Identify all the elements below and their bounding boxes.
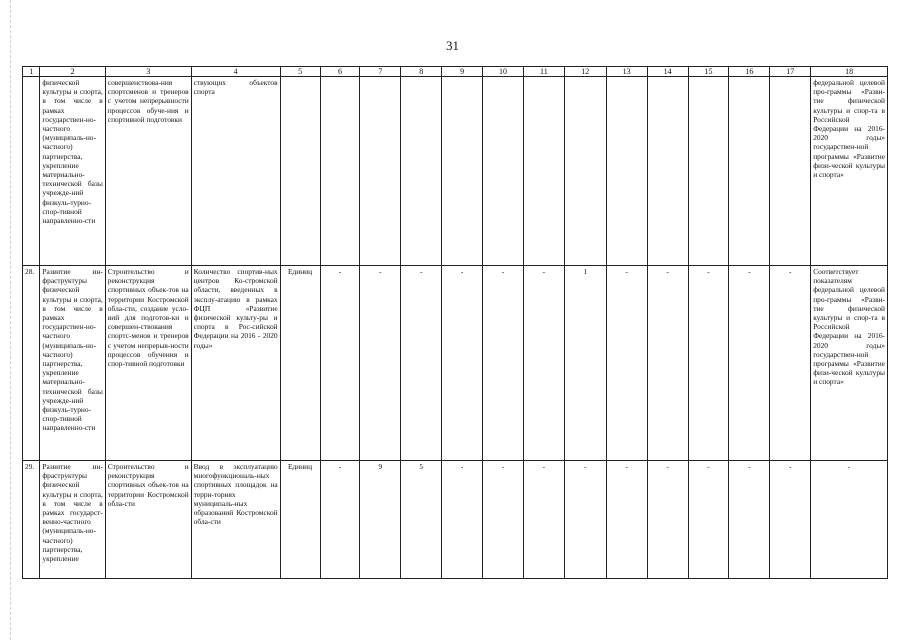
value-cell: - [606, 266, 647, 461]
value-cell: - [483, 266, 524, 461]
column-header: 3 [105, 67, 191, 77]
value-cell: - [688, 461, 729, 579]
indicator-name: Количество спортив-ных центров Ко-стромской области, введенных в эксплу-атацию в рамках ФЦП «Развитие физической культу-ры и спорта в Рос-сийской Федерации на 2016 - 2020 годы» [191, 266, 280, 461]
column-header: 9 [442, 67, 483, 77]
table-row [23, 461, 888, 579]
event-description: совершенствова-ния спортсменов и тренеров с учетом непрерывности процессов обуче-ния и спортивной подготовки [105, 77, 191, 266]
indicator-name: ствующих объектов спорта [191, 77, 280, 266]
value-cell [729, 77, 770, 266]
value-cell: 1 [564, 266, 606, 461]
column-number-row [23, 67, 888, 77]
value-cell: - [442, 266, 483, 461]
value-cell: - [320, 266, 360, 461]
value-cell: - [360, 266, 401, 461]
column-header: 11 [523, 67, 564, 77]
column-header: 5 [280, 67, 320, 77]
value-cell [606, 77, 647, 266]
value-cell [483, 77, 524, 266]
value-cell: - [770, 266, 811, 461]
value-cell: - [442, 461, 483, 579]
table-row [23, 266, 888, 461]
unit-cell [280, 77, 320, 266]
value-cell: - [401, 266, 442, 461]
column-header: 14 [647, 67, 688, 77]
column-header: 16 [729, 67, 770, 77]
column-header: 8 [401, 67, 442, 77]
unit-cell: Единиц [280, 266, 320, 461]
left-scan-edge [10, 0, 11, 640]
value-cell: - [606, 461, 647, 579]
value-cell [770, 77, 811, 266]
value-cell: - [523, 266, 564, 461]
indicators-table [22, 66, 888, 579]
compliance-note: Соответствует показателям федеральной целевой про-граммы «Разви-тие физической культуры и спор-та в Российской Федерации на 2016-2020 годы» государствен-ной программы «Развитие физи-ческой культуры и спорта» [811, 266, 888, 461]
value-cell: - [523, 461, 564, 579]
activity-direction: Развитие ин-фраструктуры физической культуры и спорта, в том числе в рамках государст-венно-частного (муниципаль-но-частного) партнерства, укрепление [40, 461, 105, 579]
event-description: Строительство и реконструкция спортивных объек-тов на территории Костромской обла-сти [105, 461, 191, 579]
value-cell: - [770, 461, 811, 579]
page-number: 31 [446, 38, 459, 53]
value-cell [564, 77, 606, 266]
compliance-note: - [811, 461, 888, 579]
column-header: 6 [320, 67, 360, 77]
value-cell [360, 77, 401, 266]
value-cell [688, 77, 729, 266]
value-cell [523, 77, 564, 266]
row-number: 28. [23, 266, 40, 461]
value-cell [442, 77, 483, 266]
column-header: 4 [191, 67, 280, 77]
value-cell [647, 77, 688, 266]
value-cell: - [647, 266, 688, 461]
table-row [23, 77, 888, 266]
value-cell: - [483, 461, 524, 579]
row-number: 29. [23, 461, 40, 579]
value-cell: - [320, 461, 360, 579]
row-number [23, 77, 40, 266]
value-cell [401, 77, 442, 266]
column-header: 7 [360, 67, 401, 77]
unit-cell: Единиц [280, 461, 320, 579]
indicator-name: Ввод в эксплуатацию многофункциональ-ных спортивных площадок на терри-ториях муниципаль-ных образований Костромской обла-сти [191, 461, 280, 579]
value-cell: - [647, 461, 688, 579]
column-header: 17 [770, 67, 811, 77]
column-header: 1 [23, 67, 40, 77]
column-header: 15 [688, 67, 729, 77]
compliance-note: федеральной целевой про-граммы «Разви-тие физической культуры и спор-та в Российской Федерации на 2016-2020 годы» государствен-ной программы «Развитие физи-ческой культуры и спорта» [811, 77, 888, 266]
column-header: 13 [606, 67, 647, 77]
value-cell: - [729, 461, 770, 579]
column-header: 2 [40, 67, 105, 77]
column-header: 12 [564, 67, 606, 77]
activity-direction: Развитие ин-фраструктуры физической культуры и спорта, в том числе в рамках государствен-но-частного (муниципаль-но-частного) партнерства, укрепление материально-технической базы учрежде-ний физкуль-турно-спор-тивной направленно-сти [40, 266, 105, 461]
value-cell: - [564, 461, 606, 579]
activity-direction: физической культуры и спорта, в том числе в рамках государствен-но-частного (муниципаль-но-частного) партнерства, укрепление материально-технической базы учрежде-ний физкуль-турно-спор-тивной направленно-сти [40, 77, 105, 266]
value-cell [320, 77, 360, 266]
column-header: 10 [483, 67, 524, 77]
value-cell: - [688, 266, 729, 461]
value-cell: 9 [360, 461, 401, 579]
event-description: Строительство и реконструкция спортивных объек-тов на территории Костромской обла-сти, создание усло-вий для подготов-ки и совершен-ствования спортс-менов и тренеров с учетом непрерыв-ности процессов обучения и спор-тивной подготовки [105, 266, 191, 461]
value-cell: - [729, 266, 770, 461]
value-cell: 5 [401, 461, 442, 579]
column-header: 18 [811, 67, 888, 77]
